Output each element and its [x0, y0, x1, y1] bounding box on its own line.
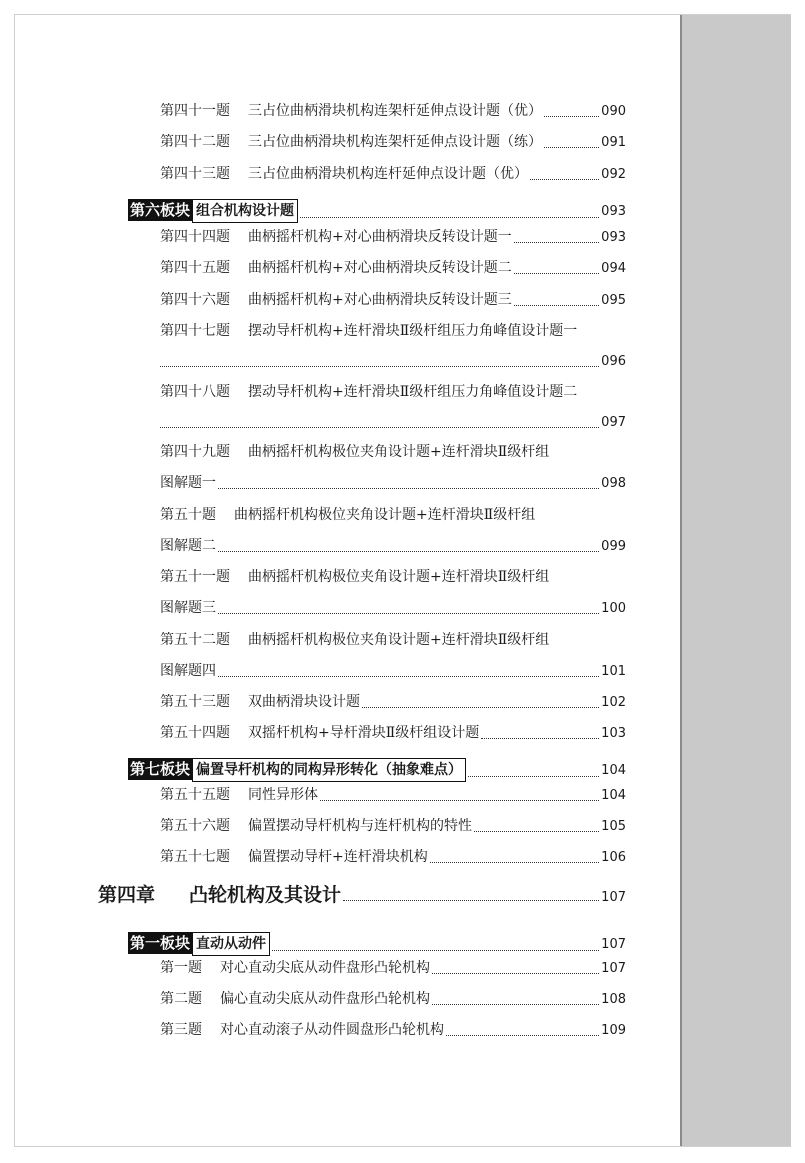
leader-dots [160, 365, 599, 367]
leader-dots [218, 487, 599, 489]
chapter-title: 凸轮机构及其设计 [189, 884, 342, 906]
block-page: 093 [601, 204, 626, 219]
entry-title: 曲柄摇杆机构+对心曲柄滑块反转设计题三 [248, 292, 512, 308]
entry-title: 三占位曲柄滑块机构连架杆延伸点设计题（优） [248, 103, 542, 119]
entry-number: 第五十题 [160, 507, 216, 523]
entry-number: 第四十八题 [160, 384, 230, 400]
block-title: 组合机构设计题 [192, 199, 298, 223]
leader-dots [320, 799, 599, 801]
entry-title: 曲柄摇杆机构+对心曲柄滑块反转设计题二 [248, 260, 512, 276]
leader-dots [514, 304, 599, 306]
entry-title: 曲柄摇杆机构极位夹角设计题+连杆滑块Ⅱ级杆组 [248, 444, 550, 460]
toc-entry-continuation [160, 598, 626, 619]
leader-dots [514, 241, 599, 243]
entry-number: 第五十三题 [160, 694, 230, 710]
entry-title-cont: 图解题三 [160, 600, 216, 616]
entry-page: 095 [601, 293, 626, 308]
entry-number: 第四十二题 [160, 134, 230, 150]
toc-block-heading[interactable] [128, 199, 626, 223]
leader-dots [474, 830, 599, 832]
toc-entry[interactable] [160, 442, 626, 462]
toc-entry[interactable] [160, 132, 626, 153]
block-title: 偏置导杆机构的同构异形转化（抽象难点） [192, 758, 466, 782]
toc-entry[interactable] [160, 101, 626, 122]
leader-dots [218, 675, 599, 677]
leader-dots [218, 550, 599, 552]
chapter-number: 第四章 [98, 884, 156, 906]
entry-number: 第三题 [160, 1022, 202, 1038]
entry-title: 同性异形体 [248, 787, 318, 803]
entry-title: 偏心直动尖底从动件盘形凸轮机构 [220, 991, 430, 1007]
entry-number: 第四十六题 [160, 292, 230, 308]
entry-page: 103 [601, 726, 626, 741]
entry-page: 090 [601, 104, 626, 119]
toc-entry-continuation [160, 661, 626, 682]
entry-number: 第五十五题 [160, 787, 230, 803]
entry-title: 双摇杆机构+导杆滑块Ⅱ级杆组设计题 [248, 725, 480, 741]
entry-title: 曲柄摇杆机构极位夹角设计题+连杆滑块Ⅱ级杆组 [248, 632, 550, 648]
leader-dots [481, 737, 599, 739]
entry-title: 摆动导杆机构+连杆滑块Ⅱ级杆组压力角峰值设计题二 [248, 384, 578, 400]
leader-dots [362, 706, 599, 708]
block-page: 104 [601, 763, 626, 778]
entry-page: 094 [601, 261, 626, 276]
toc-entry[interactable] [160, 630, 626, 650]
toc-entry[interactable] [160, 847, 626, 868]
leader-dots [446, 1034, 599, 1036]
toc-entry[interactable] [160, 505, 626, 525]
block-tag: 第一板块 [130, 934, 191, 952]
toc-entry[interactable] [160, 258, 626, 279]
entry-title: 曲柄摇杆机构极位夹角设计题+连杆滑块Ⅱ级杆组 [248, 569, 550, 585]
entry-page: 100 [601, 601, 626, 616]
entry-title-cont: 图解题四 [160, 663, 216, 679]
entry-page: 096 [601, 354, 626, 369]
entry-number: 第四十三题 [160, 166, 230, 182]
entry-title: 三占位曲柄滑块机构连架杆延伸点设计题（练） [248, 134, 542, 150]
entry-number: 第五十四题 [160, 725, 230, 741]
toc-chapter-heading[interactable] [98, 880, 626, 907]
block-page: 107 [601, 937, 626, 952]
toc-entry-continuation [160, 473, 626, 494]
entry-number: 第五十二题 [160, 632, 230, 648]
entry-title: 曲柄摇杆机构极位夹角设计题+连杆滑块Ⅱ级杆组 [234, 507, 536, 523]
toc-entry[interactable] [160, 382, 626, 402]
entry-number: 第五十一题 [160, 569, 230, 585]
toc-entry[interactable] [160, 723, 626, 744]
toc-entry[interactable] [160, 227, 626, 248]
toc-entry[interactable] [160, 692, 626, 713]
entry-page: 104 [601, 788, 626, 803]
entry-page: 102 [601, 695, 626, 710]
entry-title-cont: 图解题二 [160, 538, 216, 554]
toc-entry[interactable] [160, 567, 626, 587]
chapter-page: 107 [601, 890, 626, 905]
leader-dots [432, 972, 599, 974]
leader-dots [544, 115, 599, 117]
entry-page: 109 [601, 1023, 626, 1038]
entry-page: 108 [601, 992, 626, 1007]
leader-dots [432, 1003, 599, 1005]
entry-title-cont: 图解题一 [160, 475, 216, 491]
entry-number: 第一题 [160, 960, 202, 976]
entry-title: 偏置摆动导杆机构与连杆机构的特性 [248, 818, 472, 834]
entry-page: 099 [601, 539, 626, 554]
leader-dots [468, 775, 599, 777]
toc-entry[interactable] [160, 958, 626, 979]
leader-dots [272, 949, 599, 951]
leader-dots [530, 178, 599, 180]
entry-number: 第四十七题 [160, 323, 230, 339]
toc-entry-continuation [160, 536, 626, 557]
toc-entry-continuation [160, 413, 626, 433]
entry-title: 偏置摆动导杆+连杆滑块机构 [248, 849, 428, 865]
leader-dots [218, 612, 599, 614]
entry-page: 093 [601, 230, 626, 245]
block-tag: 第六板块 [130, 201, 191, 219]
entry-page: 106 [601, 850, 626, 865]
entry-number: 第二题 [160, 991, 202, 1007]
leader-dots [430, 861, 599, 863]
leader-dots [160, 426, 599, 428]
block-tag: 第七板块 [130, 760, 191, 778]
toc-entry[interactable] [160, 321, 626, 341]
toc-block-heading[interactable] [128, 758, 626, 782]
entry-page: 091 [601, 135, 626, 150]
leader-dots [544, 146, 599, 148]
entry-title: 对心直动尖底从动件盘形凸轮机构 [220, 960, 430, 976]
toc-entry[interactable] [160, 164, 626, 185]
entry-title: 三占位曲柄滑块机构连杆延伸点设计题（优） [248, 166, 528, 182]
entry-number: 第五十七题 [160, 849, 230, 865]
entry-number: 第四十五题 [160, 260, 230, 276]
toc-entry[interactable] [160, 290, 626, 311]
block-title: 直动从动件 [192, 932, 270, 956]
entry-title: 双曲柄滑块设计题 [248, 694, 360, 710]
toc-entry-continuation [160, 352, 626, 372]
entry-page: 101 [601, 664, 626, 679]
entry-page: 092 [601, 167, 626, 182]
leader-dots [300, 216, 599, 218]
entry-number: 第四十四题 [160, 229, 230, 245]
entry-title: 摆动导杆机构+连杆滑块Ⅱ级杆组压力角峰值设计题一 [248, 323, 578, 339]
toc-entry[interactable] [160, 989, 626, 1010]
entry-number: 第四十九题 [160, 444, 230, 460]
entry-page: 098 [601, 476, 626, 491]
entry-title: 曲柄摇杆机构+对心曲柄滑块反转设计题一 [248, 229, 512, 245]
toc-block-heading[interactable] [128, 932, 626, 956]
entry-page: 107 [601, 961, 626, 976]
entry-page: 105 [601, 819, 626, 834]
leader-dots [514, 272, 599, 274]
toc-entry[interactable] [160, 1020, 626, 1041]
entry-number: 第四十一题 [160, 103, 230, 119]
entry-title: 对心直动滚子从动件圆盘形凸轮机构 [220, 1022, 444, 1038]
entry-number: 第五十六题 [160, 818, 230, 834]
entry-page: 097 [601, 415, 626, 430]
toc-entry[interactable] [160, 816, 626, 837]
leader-dots [343, 899, 599, 901]
toc-entry[interactable] [160, 785, 626, 806]
